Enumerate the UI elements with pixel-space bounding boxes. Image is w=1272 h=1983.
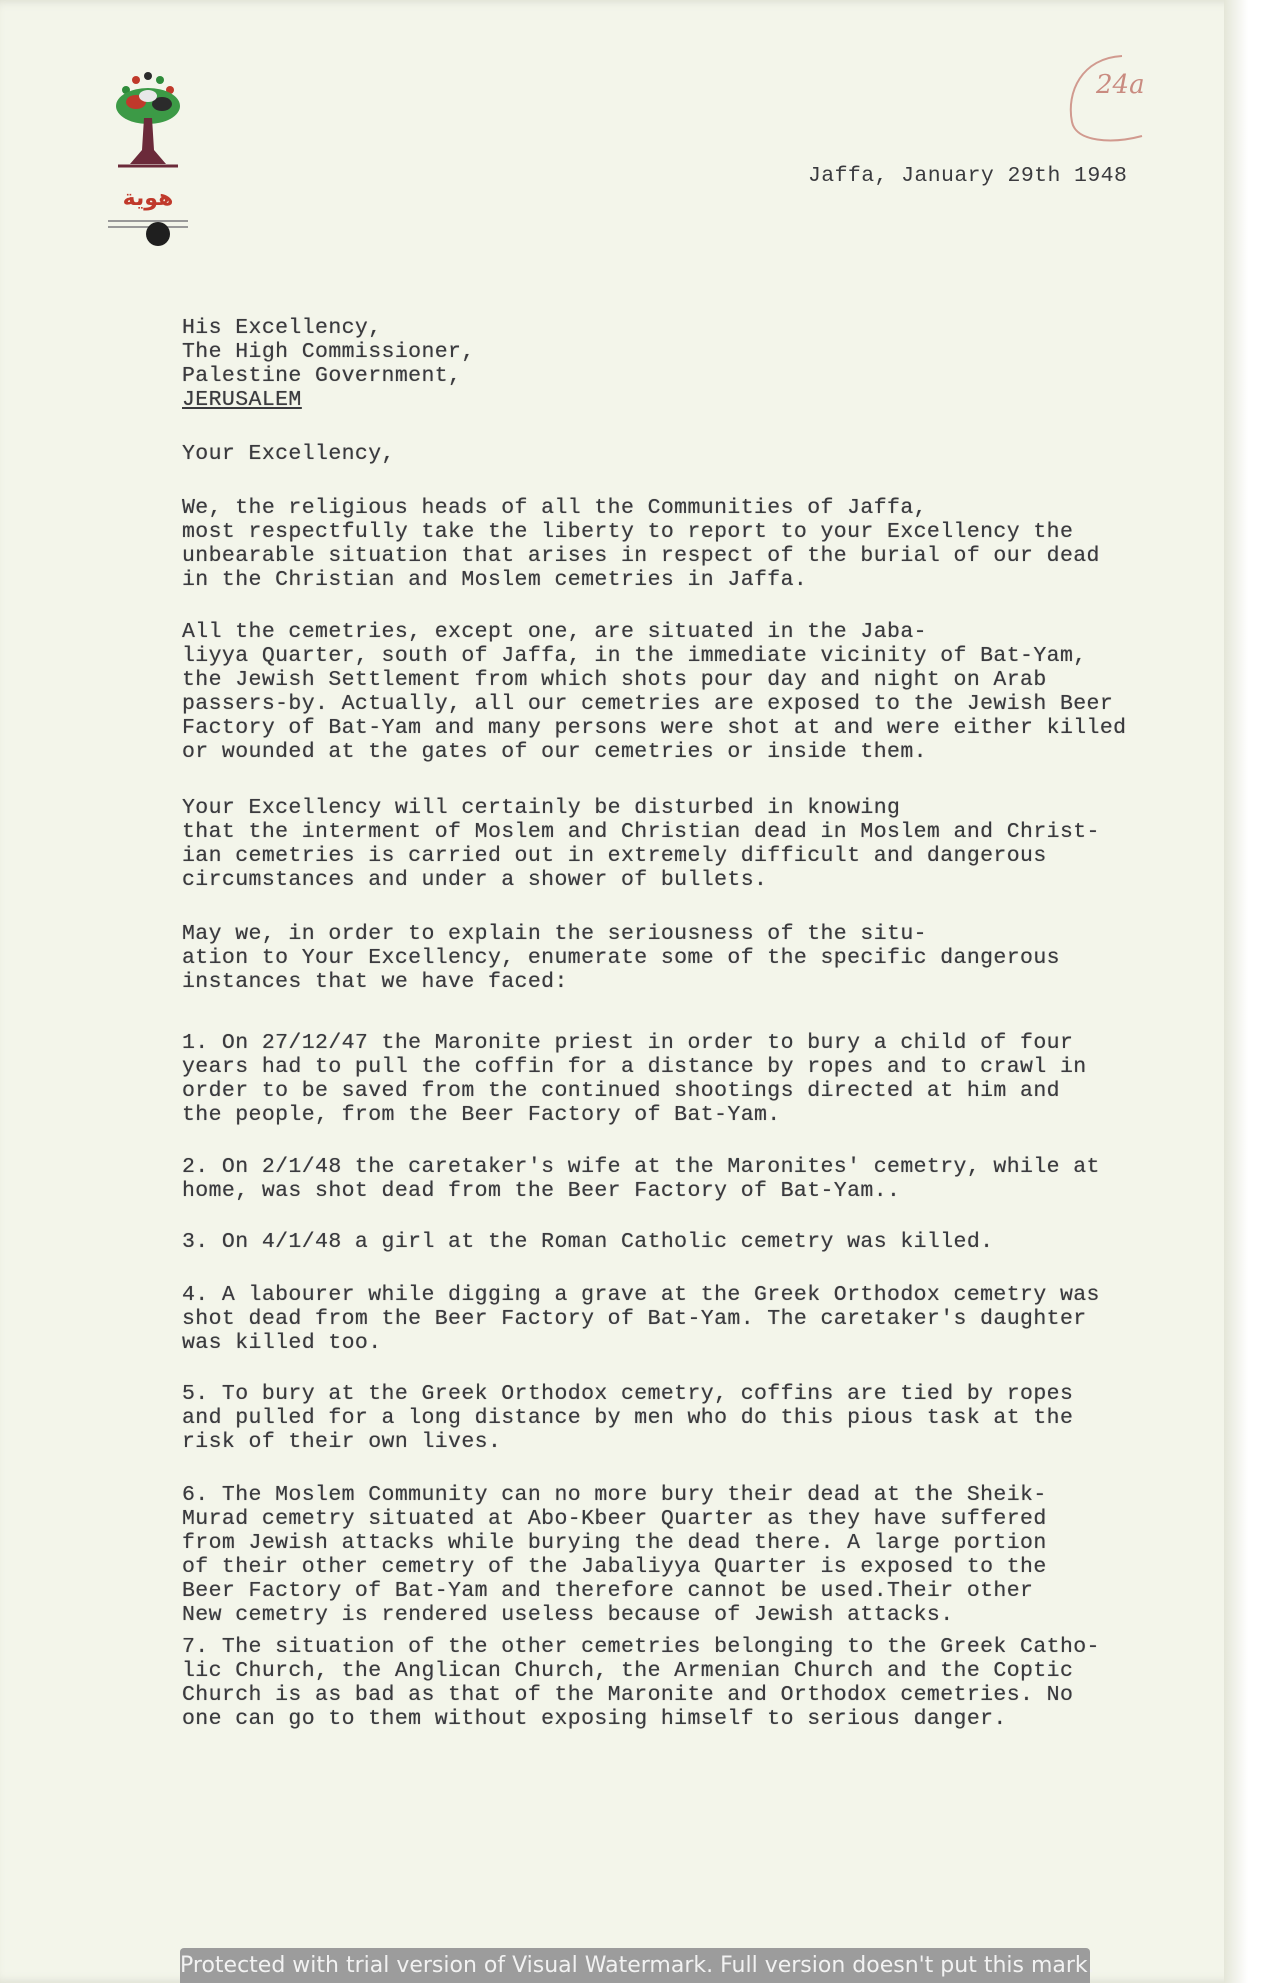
dateline: Jaffa, January 29th 1948 xyxy=(808,164,1128,188)
instance-item-7: 7. The situation of the other cemetries belonging to the Greek Catho- lic Church, the Anglican Church, the Armenian Church and the Coptic Church is as bad as that of the Maronite and Orthodox cemetries. No one can go to them without exposing himself to serious danger. xyxy=(182,1635,1100,1731)
address-line: His Excellency, xyxy=(182,316,382,340)
paragraph-interment: Your Excellency will certainly be disturbed in knowing that the interment of Moslem and Christian dead in Moslem and Christ- ian cemetries is carried out in extremely difficult and dangerous circumstances and under a shower of bullets. xyxy=(182,796,1100,892)
instance-item-2: 2. On 2/1/48 the caretaker's wife at the Maronites' cemetry, while at home, was shot dead from the Beer Factory of Bat-Yam.. xyxy=(182,1155,1100,1203)
folio-number xyxy=(1062,52,1146,144)
address-line: The High Commissioner, xyxy=(182,340,475,364)
instance-item-5: 5. To bury at the Greek Orthodox cemetry, coffins are tied by ropes and pulled for a long distance by men who do this pious task at the risk of their own lives. xyxy=(182,1382,1074,1454)
paragraph-cemetries-location: All the cemetries, except one, are situated in the Jaba- liyya Quarter, south of Jaffa, in the immediate vicinity of Bat-Yam, the Jewish Settlement from which shots pour day and night on Arab passers-by. Actually, all our cemetries are exposed to the Jewish Beer Factory of Bat-Yam and many persons were shot at and were either killed or wounded at the gates of our cemetries or inside them. xyxy=(182,620,1127,764)
address-city: JERUSALEM xyxy=(182,388,302,412)
logo-text: هوية xyxy=(122,186,174,211)
archive-logo xyxy=(108,70,188,255)
instance-item-4: 4. A labourer while digging a grave at the Greek Orthodox cemetry was shot dead from the Beer Factory of Bat-Yam. The caretaker's daughter was killed too. xyxy=(182,1283,1100,1355)
folio-number-text: 24a xyxy=(1096,70,1145,100)
paragraph-intro: We, the religious heads of all the Communities of Jaffa, most respectfully take the liberty to report to your Excellency the unbearable situation that arises in respect of the burial of our dead in the Christian and Moslem cemetries in Jaffa. xyxy=(182,496,1100,592)
instance-item-3: 3. On 4/1/48 a girl at the Roman Catholic cemetry was killed. xyxy=(182,1230,994,1254)
salutation: Your Excellency, xyxy=(182,442,395,466)
tree-logo-icon xyxy=(108,70,188,255)
watermark-banner: Protected with trial version of Visual Watermark. Full version doesn't put this mark. xyxy=(180,1948,1090,1983)
instance-item-6: 6. The Moslem Community can no more bury their dead at the Sheik- Murad cemetry situated at Abo-Kbeer Quarter as they have suffered from Jewish attacks while burying the dead there. A large portion of their other cemetry of the Jabaliyya Quarter is exposed to the Beer Factory of Bat-Yam and therefore cannot be used.Their other New cemetry is rendered useless because of Jewish attacks. xyxy=(182,1483,1047,1627)
page-edge xyxy=(1224,0,1248,1983)
paragraph-instances-intro: May we, in order to explain the seriousness of the situ- ation to Your Excellency, enumerate some of the specific dangerous instances that we have faced: xyxy=(182,922,1060,994)
address-line: Palestine Government, xyxy=(182,364,462,388)
recipient-address xyxy=(182,316,475,412)
instance-item-1: 1. On 27/12/47 the Maronite priest in order to bury a child of four years had to pull the coffin for a distance by ropes and to crawl in order to be saved from the continued shootings directed at him and the people, from the Beer Factory of Bat-Yam. xyxy=(182,1031,1087,1127)
